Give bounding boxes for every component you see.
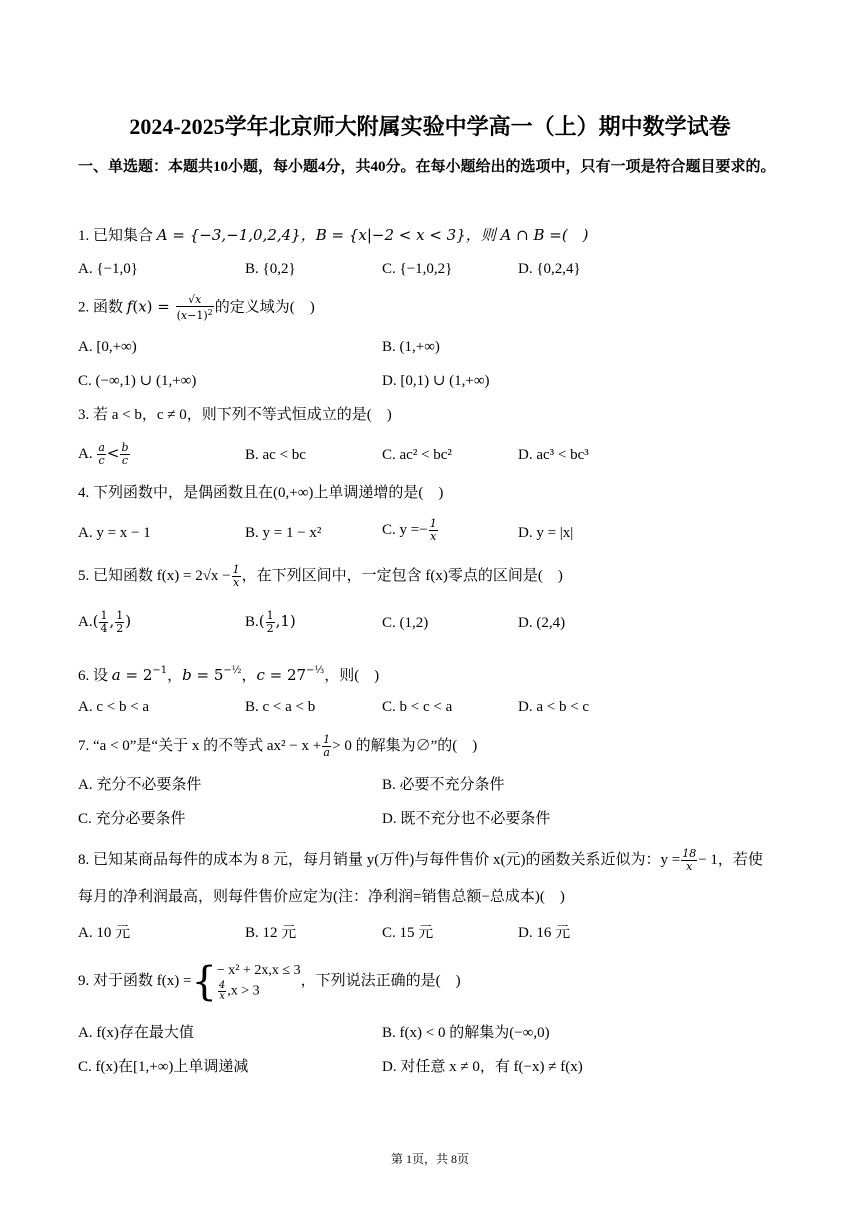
question-9-option-c[interactable]: C. f(x)在[1,+∞)上单调递减: [78, 1059, 249, 1075]
question-7-option-d[interactable]: D. 既不充分也不必要条件: [382, 811, 551, 827]
question-2-option-d[interactable]: D. [0,1) ∪ (1,+∞): [382, 373, 490, 389]
question-1-stem: 1. 已知集合 A = {−3,−1,0,2,4}，B = {x|−2 < x < 3}，则 A ∩ B =( ): [78, 226, 589, 244]
question-1-option-d[interactable]: D. {0,2,4}: [518, 261, 581, 277]
question-8-stem-line1: 8. 已知某商品每件的成本为 8 元，每月销量 y(万件)与每件售价 x(元)的函数关系近似为：y = $\frac{18}{x}$ − 1，若使: [78, 847, 763, 873]
question-3-option-a[interactable]: A. $\frac{a}{c}$ < $\frac{b}{c}$: [78, 441, 129, 468]
question-3-option-c[interactable]: C. ac² < bc²: [382, 447, 452, 463]
piecewise-cases: − x² + 2x,x ≤ 3 $\frac{4}{x}$ ,x > 3: [216, 963, 301, 1003]
question-9-option-a[interactable]: A. f(x)存在最大值: [78, 1025, 194, 1041]
question-6-option-c[interactable]: C. b < c < a: [382, 699, 453, 715]
page-footer: 第 1页，共 8页: [390, 1152, 469, 1166]
question-8-option-c[interactable]: C. 15 元: [382, 925, 434, 941]
question-5-option-a[interactable]: A.( $\frac{1}{4}$ , $\frac{1}{2}$ ): [78, 609, 132, 636]
question-7-option-c[interactable]: C. 充分必要条件: [78, 811, 186, 827]
piecewise-brace: {: [191, 958, 217, 1005]
question-6-option-a[interactable]: A. c < b < a: [78, 699, 150, 715]
question-8-stem-line2: 每月的净利润最高，则每件售价应定为(注：净利润=销售总额−总成本)( ): [78, 889, 565, 905]
question-6-option-b[interactable]: B. c < a < b: [245, 699, 316, 715]
question-5-option-c[interactable]: C. (1,2): [382, 615, 429, 631]
question-8-option-d[interactable]: D. 16 元: [518, 925, 571, 941]
question-9-option-d[interactable]: D. 对任意 x ≠ 0，有 f(−x) ≠ f(x): [382, 1059, 583, 1075]
question-8-option-a[interactable]: A. 10 元: [78, 925, 131, 941]
question-6-option-d[interactable]: D. a < b < c: [518, 699, 590, 715]
question-1-option-b[interactable]: B. {0,2}: [245, 261, 296, 277]
question-1-option-a[interactable]: A. {−1,0}: [78, 261, 138, 277]
question-3-stem: 3. 若 a < b，c ≠ 0，则下列不等式恒成立的是( ): [78, 407, 392, 423]
question-6-stem: 6. 设 $a = 2^{-1}$，$b = 5^{-\frac{1}{2}}$，$c = 27^{-\frac{1}{3}}$，则( ): [78, 665, 380, 684]
question-7-stem: 7. “a < 0”是“关于 x 的不等式 ax² − x + $\frac{1}{a}$ > 0 的解集为∅”的( ): [78, 733, 478, 759]
question-2-option-b[interactable]: B. (1,+∞): [382, 339, 440, 355]
question-3-option-d[interactable]: D. ac³ < bc³: [518, 447, 589, 463]
question-4-option-c[interactable]: C. y =− $\frac{1}{x}$: [382, 517, 437, 543]
question-7-option-a[interactable]: A. 充分不必要条件: [78, 777, 202, 793]
question-4-option-b[interactable]: B. y = 1 − x²: [245, 525, 322, 541]
question-5-option-d[interactable]: D. (2,4): [518, 615, 566, 631]
question-9-option-b[interactable]: B. f(x) < 0 的解集为(−∞,0): [382, 1025, 550, 1041]
question-3-option-b[interactable]: B. ac < bc: [245, 447, 306, 463]
question-9-stem: 9. 对于函数 f(x) ={ − x² + 2x,x ≤ 3 $\frac{4}{x}$ ,x > 3 ，下列说法正确的是( ): [78, 958, 461, 1005]
question-2-option-c[interactable]: C. (−∞,1) ∪ (1,+∞): [78, 373, 197, 389]
question-4-stem: 4. 下列函数中，是偶函数且在(0,+∞)上单调递增的是( ): [78, 485, 444, 501]
question-2-stem: 2. 函数 f(x) = $\frac{√x}{(x-1)^2}$ 的定义域为( ): [78, 293, 315, 322]
section-heading: 一、单选题：本题共10小题，每小题4分，共40分。在每小题给出的选项中，只有一项是符合题目要求的。: [78, 159, 776, 175]
fraction-sqrt-x-over-x-minus-1-squared: $\frac{√x}{(x-1)^2}$: [176, 293, 213, 322]
question-8-option-b[interactable]: B. 12 元: [245, 925, 297, 941]
question-5-stem: 5. 已知函数 f(x) = 2√x − $\frac{1}{x}$ ，在下列区间中，一定包含 f(x)零点的区间是( ): [78, 563, 563, 589]
question-4-option-a[interactable]: A. y = x − 1: [78, 525, 151, 541]
question-4-option-d[interactable]: D. y = |x|: [518, 525, 574, 541]
question-1-option-c[interactable]: C. {−1,0,2}: [382, 261, 453, 277]
page-title: 2024-2025学年北京师大附属实验中学高一（上）期中数学试卷: [129, 114, 731, 139]
question-5-option-b[interactable]: B.( $\frac{1}{2}$ ,1): [245, 609, 296, 636]
question-2-option-a[interactable]: A. [0,+∞): [78, 339, 137, 355]
question-7-option-b[interactable]: B. 必要不充分条件: [382, 777, 505, 793]
